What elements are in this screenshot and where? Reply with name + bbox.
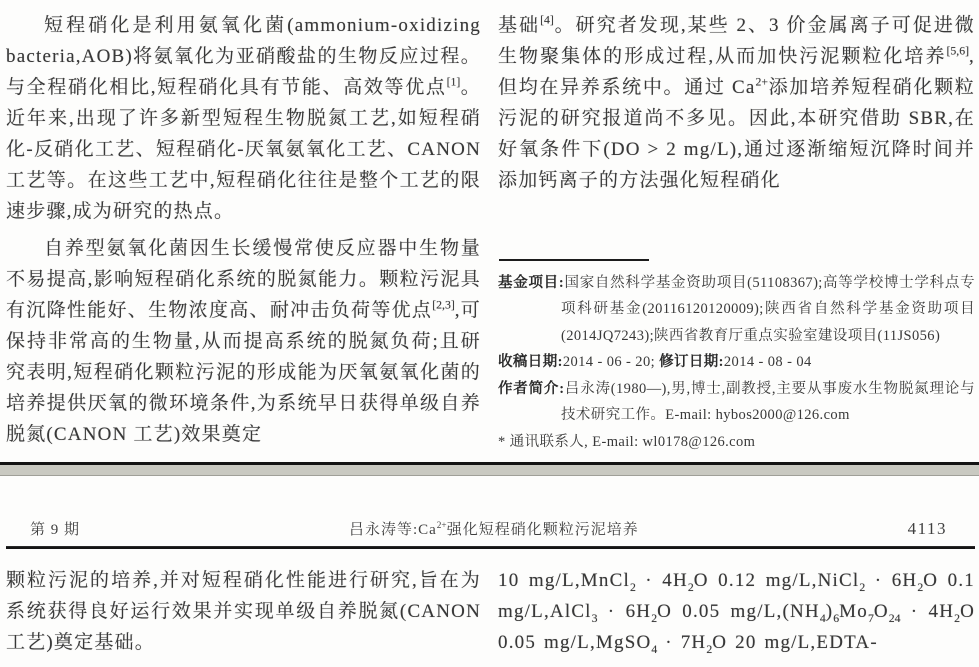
author-text: 吕永涛(1980—),男,博士,副教授,主要从事废水生物脱氮理论与技术研究工作。E-mail: hybos2000@126.com — [561, 380, 975, 423]
page2-right-column — [498, 565, 975, 658]
page2-left-column — [6, 565, 481, 658]
continuation-paragraph: 颗粒污泥的培养,并对短程硝化性能进行研究,旨在为系统获得良好运行效果并实现单级自养脱氮(CANON 工艺)奠定基础。 — [6, 570, 481, 653]
funding-text: 国家自然科学基金资助项目(51108367);高等学校博士学科点专项科研基金(20116120120009);陕西省自然科学基金资助项目(2014JQ7243);陕西省教育厅重点实验室建设项目(11JS056) — [561, 274, 975, 344]
running-title: 吕永涛等$:Ca^{2+}$强化短程硝化颗粒污泥培养 — [348, 521, 639, 538]
issue-number: 第 9 期 — [30, 522, 81, 538]
footnote-separator-rule — [499, 259, 649, 261]
header-rule — [6, 546, 975, 549]
page-divider — [0, 462, 979, 476]
page2-columns — [6, 565, 975, 658]
intro-paragraph: 短程硝化是利用氨氧化菌(ammonium-oxidizing bacteria,AOB)将氨氧化为亚硝酸盐的生物反应过程。与全程硝化相比,短程硝化具有节能、高效等优点[1]。近年来,出现了许多新型短程生物脱氮工艺,如短程硝化-反硝化工艺、短程硝化-厌氧氨氧化工艺、CANON 工艺等。在这些工艺中,短程硝化往往是整个工艺的限速步骤,成为研究的热点。 — [6, 15, 482, 222]
page-number: 4113 — [907, 519, 947, 538]
page1-right-column — [498, 10, 975, 462]
revised-date: 2014 - 08 - 04 — [723, 354, 812, 370]
funding-note — [498, 270, 975, 350]
page2-fragment — [0, 518, 979, 667]
running-header — [6, 518, 975, 539]
footnote-block — [498, 259, 975, 463]
author-bio-note — [498, 376, 975, 429]
received-label: 收稿日期: — [498, 354, 563, 370]
trace-elements-paragraph: 10 mg/L,MnCl$_2$ · $4H_2O$ 0.12 mg/L,NiCl$_2$ · $6H_2O$ 0.1 mg/L,AlCl$_3$ · $6H_2O$ 0.05 $mg/L,(NH_4)_6Mo_7O_{24} \cdot 4H_2O$ 0.05 mg/L,MgSO$_4$ · $7H_2O$ 20 mg/L,EDTA- — [498, 570, 975, 656]
received-date: 2014 - 06 - 20; — [562, 354, 660, 370]
funding-label: 基金项目: — [498, 274, 565, 291]
research-purpose-paragraph: 基础[4]。研究者发现,某些 2、3 价金属离子可促进微生物聚集体的形成过程,从而加快污泥颗粒化培养[5,6],但均在异养系统中。通过 $Ca^{2+}$添加培养短程硝化颗粒污泥的研究报道尚不多见。因此,本研究借助 SBR,在好氧条件下(DO > 2 mg/L),通过逐渐缩短沉降时间并添加钙离子的方法强化短程硝化 — [498, 13, 975, 191]
page1-left-column — [6, 10, 481, 462]
revised-label: 修订日期: — [659, 354, 724, 370]
author-label: 作者简介: — [498, 380, 565, 397]
corresponding-author-note: * 通讯联系人, E-mail: wl0178@126.com — [498, 433, 756, 450]
granular-sludge-paragraph: 自养型氨氧化菌因生长缓慢常使反应器中生物量不易提高,影响短程硝化系统的脱氮能力。颗粒污泥具有沉降性能好、生物浓度高、耐冲击负荷等优点[2,3],可保持非常高的生物量,从而提高系统的脱氮负荷;且研究表明,短程硝化颗粒污泥的形成能为厌氧氨氧化菌的培养提供厌氧的微环境条件,为系统早日获得单级自养脱氮(CANON 工艺)效果奠定 — [6, 238, 481, 445]
dates-note — [498, 349, 975, 376]
